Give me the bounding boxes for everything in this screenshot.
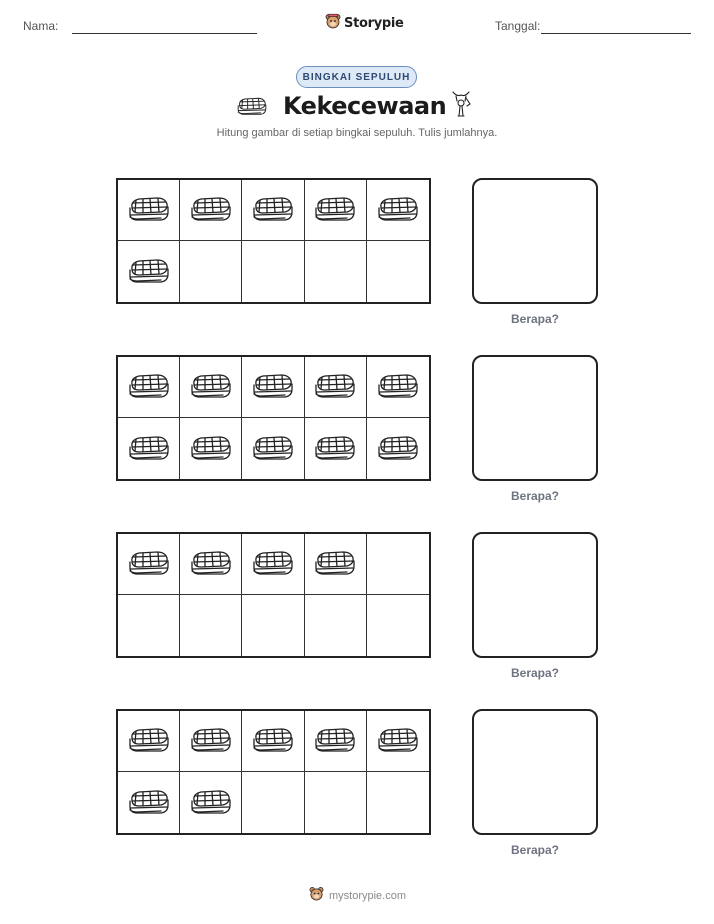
folded-blanket-icon [127,434,171,464]
folded-blanket-icon [127,257,171,287]
ten-frame-cell [367,534,429,595]
ten-frame-cell [180,357,242,418]
ten-frame-cell [118,534,180,595]
ten-frame-cell [242,595,304,656]
folded-blanket-icon [313,726,357,756]
ten-frame-cell [305,534,367,595]
brand-name: Storypie [344,16,404,31]
folded-blanket-icon [127,549,171,579]
folded-blanket-icon [313,549,357,579]
ten-frame-cell [180,418,242,479]
bear-mascot-icon [325,13,341,34]
folded-blanket-icon [376,195,420,225]
answer-label: Berapa? [510,312,560,326]
page-title: Kekecewaan [283,92,447,120]
ten-frame-cell [367,772,429,833]
ten-frame-cell [242,180,304,241]
worksheet-type-badge: BINGKAI SEPULUH [296,66,417,88]
ten-frame-cell [367,595,429,656]
footer [309,886,406,906]
ten-frame [116,178,431,304]
answer-label: Berapa? [510,843,560,857]
folded-blanket-icon [127,372,171,402]
ten-frame-cell [180,772,242,833]
answer-label: Berapa? [510,489,560,503]
ten-frame-cell [367,180,429,241]
ten-frame-cell [367,241,429,302]
ten-frame-cell [305,595,367,656]
ten-frame-cell [118,357,180,418]
folded-blanket-icon [127,195,171,225]
folded-blanket-icon [251,549,295,579]
ten-frame-cell [305,711,367,772]
answer-box[interactable] [472,709,598,835]
guitar-figure-icon [449,90,473,125]
folded-blanket-icon [251,726,295,756]
folded-blanket-icon [313,195,357,225]
ten-frame-cell [367,418,429,479]
folded-blanket-icon [189,549,233,579]
ten-frame-cell [305,418,367,479]
folded-blanket-icon [251,372,295,402]
ten-frame-cell [180,711,242,772]
folded-blanket-icon [313,434,357,464]
date-label: Tanggal: [495,19,541,33]
ten-frame-cell [242,418,304,479]
folded-blanket-icon [313,372,357,402]
bear-mascot-icon [309,886,324,906]
ten-frame-cell [118,418,180,479]
ten-frame-cell [242,534,304,595]
ten-frame-cell [118,711,180,772]
folded-blanket-icon [189,195,233,225]
ten-frame-cell [180,534,242,595]
ten-frame [116,709,431,835]
ten-frame-cell [242,772,304,833]
ten-frame-cell [118,772,180,833]
folded-blanket-icon [127,788,171,818]
ten-frame-cell [118,241,180,302]
ten-frame-cell [180,180,242,241]
ten-frame-cell [305,772,367,833]
ten-frame-cell [305,357,367,418]
ten-frame-cell [180,595,242,656]
folded-blanket-icon [376,434,420,464]
ten-frame-cell [367,357,429,418]
ten-frame-cell [242,357,304,418]
folded-blanket-icon [127,726,171,756]
instructions: Hitung gambar di setiap bingkai sepuluh. Tulis jumlahnya. [216,127,498,139]
name-line[interactable] [72,33,257,34]
folded-blanket-icon [236,96,268,123]
folded-blanket-icon [376,726,420,756]
footer-url[interactable]: mystorypie.com [329,890,407,902]
answer-box[interactable] [472,355,598,481]
answer-box[interactable] [472,178,598,304]
answer-label: Berapa? [510,666,560,680]
folded-blanket-icon [189,788,233,818]
folded-blanket-icon [251,434,295,464]
folded-blanket-icon [189,726,233,756]
ten-frame-cell [305,180,367,241]
ten-frame [116,355,431,481]
name-label: Nama: [23,19,59,33]
folded-blanket-icon [251,195,295,225]
ten-frame-cell [367,711,429,772]
ten-frame-cell [118,595,180,656]
date-line[interactable] [541,33,691,34]
brand-logo [325,13,404,34]
ten-frame-cell [180,241,242,302]
ten-frame-cell [118,180,180,241]
folded-blanket-icon [189,372,233,402]
folded-blanket-icon [376,372,420,402]
ten-frame-cell [242,241,304,302]
ten-frame [116,532,431,658]
ten-frame-cell [305,241,367,302]
answer-box[interactable] [472,532,598,658]
folded-blanket-icon [189,434,233,464]
ten-frame-cell [242,711,304,772]
